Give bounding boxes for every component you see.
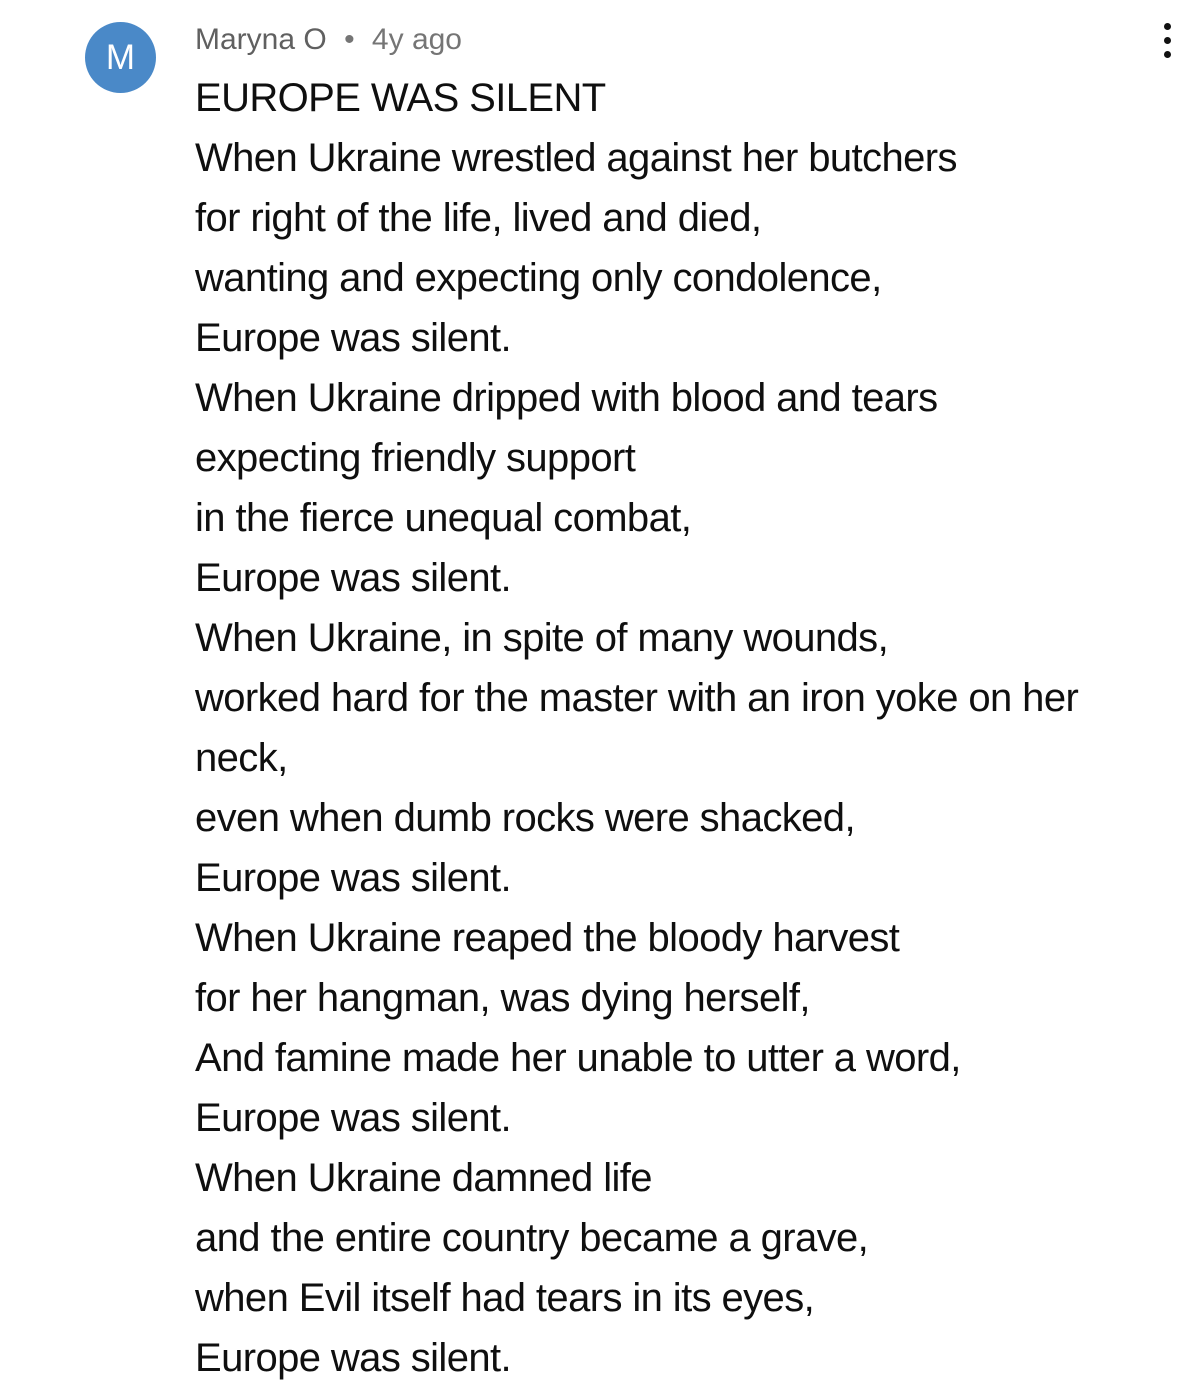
poem-line: when Evil itself had tears in its eyes,	[195, 1276, 815, 1320]
poem-line: for right of the life, lived and died,	[195, 196, 762, 240]
kebab-dot	[1164, 23, 1171, 30]
poem-line: When Ukraine, in spite of many wounds,	[195, 616, 889, 660]
timestamp[interactable]: 4y ago	[371, 23, 462, 56]
poem-line: When Ukraine reaped the bloody harvest	[195, 916, 900, 960]
poem-line: And famine made her unable to utter a word,	[195, 1036, 961, 1080]
poem-line: Europe was silent.	[195, 1336, 512, 1380]
kebab-dot	[1164, 51, 1171, 58]
kebab-dot	[1164, 37, 1171, 44]
poem-line: for her hangman, was dying herself,	[195, 976, 810, 1020]
avatar-letter: M	[105, 38, 136, 77]
poem-line: EUROPE WAS SILENT	[195, 76, 606, 120]
comment-body	[195, 68, 1160, 1388]
comment-content	[195, 0, 1160, 1388]
poem-line: When Ukraine damned life	[195, 1156, 652, 1200]
poem-line: worked hard for the master with an iron yoke on her	[195, 676, 1079, 720]
poem-line: even when dumb rocks were shacked,	[195, 796, 855, 840]
poem-line: Europe was silent.	[195, 856, 512, 900]
poem-line: expecting friendly support	[195, 436, 636, 480]
poem-line: Europe was silent.	[195, 556, 512, 600]
poem-line: When Ukraine dripped with blood and tears	[195, 376, 938, 420]
poem-line: wanting and expecting only condolence,	[195, 256, 882, 300]
poem-line: When Ukraine wrestled against her butchers	[195, 136, 957, 180]
author-name[interactable]: Maryna O	[195, 23, 327, 56]
separator-dot: •	[344, 23, 355, 56]
more-options-button[interactable]	[1156, 18, 1178, 63]
avatar[interactable]	[85, 22, 156, 93]
poem-line: neck,	[195, 736, 288, 780]
comment-header	[195, 20, 1160, 60]
poem-line: Europe was silent.	[195, 316, 512, 360]
poem-line: and the entire country became a grave,	[195, 1216, 869, 1260]
poem-line: in the fierce unequal combat,	[195, 496, 692, 540]
poem-line: Europe was silent.	[195, 1096, 512, 1140]
